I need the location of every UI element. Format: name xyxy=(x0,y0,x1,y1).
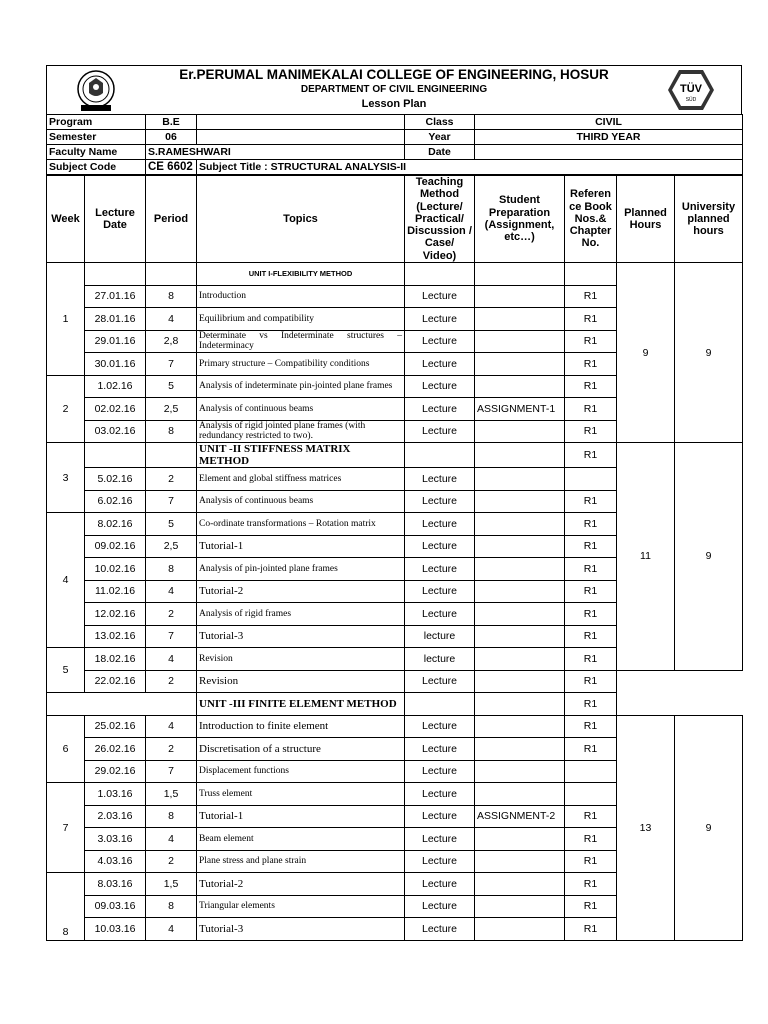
topic: Analysis of pin-jointed plane frames xyxy=(197,558,405,581)
teaching-method: Lecture xyxy=(405,535,475,558)
week-cell: 4 xyxy=(47,513,85,648)
student-prep xyxy=(475,558,565,581)
subject-row xyxy=(47,160,743,175)
student-prep xyxy=(475,330,565,353)
week-cell: 3 xyxy=(47,443,85,513)
lecture-date: 1.02.16 xyxy=(85,375,146,398)
topic: Tutorial-1 xyxy=(197,805,405,828)
year-value: THIRD YEAR xyxy=(475,130,743,145)
student-prep: ASSIGNMENT-2 xyxy=(475,805,565,828)
student-prep xyxy=(475,850,565,873)
student-prep xyxy=(475,873,565,896)
period: 7 xyxy=(146,760,197,783)
lecture-date: 02.02.16 xyxy=(85,398,146,421)
date-label: Date xyxy=(405,145,475,160)
student-prep xyxy=(475,918,565,941)
reference: R1 xyxy=(565,535,617,558)
document-header xyxy=(46,65,742,114)
student-prep xyxy=(475,895,565,918)
lecture-date: 3.03.16 xyxy=(85,828,146,851)
program-value: B.E xyxy=(146,115,197,130)
col-lecture-date: Lecture Date xyxy=(85,176,146,263)
reference: R1 xyxy=(565,828,617,851)
topic: Analysis of rigid jointed plane frames (with redundancy restricted to two). xyxy=(197,420,405,443)
period: 8 xyxy=(146,558,197,581)
teaching-method: Lecture xyxy=(405,805,475,828)
lecture-date: 03.02.16 xyxy=(85,420,146,443)
svg-text:TÜV: TÜV xyxy=(680,83,702,95)
reference: R1 xyxy=(565,648,617,671)
teaching-method: Lecture xyxy=(405,513,475,536)
reference: R1 xyxy=(565,738,617,761)
lecture-date: 09.02.16 xyxy=(85,535,146,558)
teaching-method: Lecture xyxy=(405,873,475,896)
student-prep xyxy=(475,783,565,806)
reference xyxy=(565,468,617,491)
teaching-method: Lecture xyxy=(405,895,475,918)
planned-hours: 13 xyxy=(617,715,675,940)
reference: R1 xyxy=(565,850,617,873)
student-prep xyxy=(475,625,565,648)
lecture-date: 10.02.16 xyxy=(85,558,146,581)
topic: Truss element xyxy=(197,783,405,806)
student-prep xyxy=(475,648,565,671)
document-title: Lesson Plan xyxy=(361,98,427,110)
reference xyxy=(565,760,617,783)
lecture-date: 1.03.16 xyxy=(85,783,146,806)
week-cell: 6 xyxy=(47,715,85,783)
reference: R1 xyxy=(565,805,617,828)
program-row xyxy=(47,115,743,130)
period: 8 xyxy=(146,895,197,918)
col-reference: Referen ce Book Nos.& Chapter No. xyxy=(565,176,617,263)
reference: R1 xyxy=(565,285,617,308)
teaching-method: Lecture xyxy=(405,420,475,443)
teaching-method: lecture xyxy=(405,648,475,671)
student-prep xyxy=(475,285,565,308)
period: 2,5 xyxy=(146,398,197,421)
teaching-method: Lecture xyxy=(405,330,475,353)
lecture-date: 4.03.16 xyxy=(85,850,146,873)
lecture-date: 12.02.16 xyxy=(85,603,146,626)
class-label: Class xyxy=(405,115,475,130)
reference: R1 xyxy=(565,375,617,398)
reference: R1 xyxy=(565,443,617,468)
teaching-method: Lecture xyxy=(405,308,475,331)
teaching-method: lecture xyxy=(405,625,475,648)
col-topics: Topics xyxy=(197,176,405,263)
university-hours: 9 xyxy=(675,443,743,671)
topic: Discretisation of a structure xyxy=(197,738,405,761)
reference: R1 xyxy=(565,895,617,918)
teaching-method: Lecture xyxy=(405,670,475,693)
unit-row xyxy=(47,443,743,468)
lecture-date: 29.02.16 xyxy=(85,760,146,783)
teaching-method: Lecture xyxy=(405,580,475,603)
student-prep xyxy=(475,353,565,376)
topic: Primary structure – Compatibility conditions xyxy=(197,353,405,376)
period: 2 xyxy=(146,603,197,626)
lecture-date: 5.02.16 xyxy=(85,468,146,491)
reference xyxy=(565,783,617,806)
period: 4 xyxy=(146,648,197,671)
col-week: Week xyxy=(47,176,85,263)
lecture-date: 6.02.16 xyxy=(85,490,146,513)
teaching-method: Lecture xyxy=(405,738,475,761)
teaching-method: Lecture xyxy=(405,783,475,806)
period: 1,5 xyxy=(146,783,197,806)
teaching-method: Lecture xyxy=(405,375,475,398)
lecture-date: 30.01.16 xyxy=(85,353,146,376)
unit-row xyxy=(47,263,743,286)
period: 4 xyxy=(146,918,197,941)
semester-row xyxy=(47,130,743,145)
lecture-date: 26.02.16 xyxy=(85,738,146,761)
teaching-method: Lecture xyxy=(405,468,475,491)
period: 5 xyxy=(146,513,197,536)
teaching-method: Lecture xyxy=(405,828,475,851)
teaching-method: Lecture xyxy=(405,850,475,873)
reference: R1 xyxy=(565,398,617,421)
teaching-method: Lecture xyxy=(405,398,475,421)
student-prep xyxy=(475,375,565,398)
student-prep xyxy=(475,603,565,626)
topic: Beam element xyxy=(197,828,405,851)
semester-value: 06 xyxy=(146,130,197,145)
student-prep: ASSIGNMENT-1 xyxy=(475,398,565,421)
unit-row xyxy=(47,693,743,716)
reference: R1 xyxy=(565,420,617,443)
teaching-method: Lecture xyxy=(405,285,475,308)
topic: Analysis of continuous beams xyxy=(197,490,405,513)
unit-title: UNIT I-FLEXIBILITY METHOD xyxy=(197,263,405,286)
topic: Analysis of indeterminate pin-jointed plane frames xyxy=(197,375,405,398)
reference: R1 xyxy=(565,490,617,513)
faculty-value: S.RAMESHWARI xyxy=(146,145,405,160)
faculty-row xyxy=(47,145,743,160)
period: 8 xyxy=(146,420,197,443)
table-row xyxy=(47,715,743,738)
student-prep xyxy=(475,308,565,331)
col-teaching-method: Teaching Method (Lecture/ Practical/ Discussion / Case/ Video) xyxy=(405,176,475,263)
topic: Tutorial-2 xyxy=(197,580,405,603)
topic: Triangular elements xyxy=(197,895,405,918)
lecture-date: 10.03.16 xyxy=(85,918,146,941)
topic: Introduction xyxy=(197,285,405,308)
week-cell: 8 xyxy=(47,873,85,941)
period: 8 xyxy=(146,805,197,828)
reference: R1 xyxy=(565,558,617,581)
planned-hours: 9 xyxy=(617,263,675,443)
teaching-method: Lecture xyxy=(405,603,475,626)
lecture-date: 8.02.16 xyxy=(85,513,146,536)
subject-title: Subject Title : STRUCTURAL ANALYSIS-II xyxy=(197,160,743,175)
student-prep xyxy=(475,535,565,558)
college-name: Er.PERUMAL MANIMEKALAI COLLEGE OF ENGINEERING, HOSUR xyxy=(179,67,609,82)
lecture-date: 11.02.16 xyxy=(85,580,146,603)
topic: Analysis of rigid frames xyxy=(197,603,405,626)
col-university-hours: University planned hours xyxy=(675,176,743,263)
subject-code-value: CE 6602 xyxy=(146,160,197,175)
lesson-schedule-table xyxy=(46,175,743,941)
lecture-date: 22.02.16 xyxy=(85,670,146,693)
period: 5 xyxy=(146,375,197,398)
lecture-date: 18.02.16 xyxy=(85,648,146,671)
period: 2,5 xyxy=(146,535,197,558)
course-info-table xyxy=(46,114,743,175)
student-prep xyxy=(475,760,565,783)
year-label: Year xyxy=(405,130,475,145)
reference: R1 xyxy=(565,693,617,716)
student-prep xyxy=(475,738,565,761)
week-cell: 7 xyxy=(47,783,85,873)
lecture-date: 09.03.16 xyxy=(85,895,146,918)
reference: R1 xyxy=(565,715,617,738)
student-prep xyxy=(475,513,565,536)
topic: Element and global stiffness matrices xyxy=(197,468,405,491)
student-prep xyxy=(475,468,565,491)
topic: Equilibrium and compatibility xyxy=(197,308,405,331)
university-hours: 9 xyxy=(675,715,743,940)
lecture-date: 8.03.16 xyxy=(85,873,146,896)
lesson-plan-sheet xyxy=(46,65,742,941)
lecture-date: 2.03.16 xyxy=(85,805,146,828)
topic: Revision xyxy=(197,648,405,671)
period: 2 xyxy=(146,670,197,693)
semester-label: Semester xyxy=(47,130,146,145)
teaching-method: Lecture xyxy=(405,715,475,738)
topic: Co-ordinate transformations – Rotation matrix xyxy=(197,513,405,536)
reference: R1 xyxy=(565,513,617,536)
reference: R1 xyxy=(565,353,617,376)
topic: Introduction to finite element xyxy=(197,715,405,738)
program-label: Program xyxy=(47,115,146,130)
unit-title: UNIT -III FINITE ELEMENT METHOD xyxy=(197,693,405,716)
student-prep xyxy=(475,490,565,513)
column-header-row xyxy=(47,176,743,263)
topic: Tutorial-3 xyxy=(197,918,405,941)
student-prep xyxy=(475,828,565,851)
department-name: DEPARTMENT OF CIVIL ENGINEERING xyxy=(300,84,488,95)
col-period: Period xyxy=(146,176,197,263)
period: 4 xyxy=(146,715,197,738)
period: 2 xyxy=(146,468,197,491)
tuv-certification-logo xyxy=(667,68,715,112)
week-cell: 2 xyxy=(47,375,85,443)
reference: R1 xyxy=(565,330,617,353)
teaching-method: Lecture xyxy=(405,353,475,376)
col-planned-hours: Planned Hours xyxy=(617,176,675,263)
period: 1,5 xyxy=(146,873,197,896)
teaching-method: Lecture xyxy=(405,918,475,941)
lecture-date: 27.01.16 xyxy=(85,285,146,308)
topic: Tutorial-1 xyxy=(197,535,405,558)
reference: R1 xyxy=(565,670,617,693)
period: 7 xyxy=(146,625,197,648)
faculty-label: Faculty Name xyxy=(47,145,146,160)
topic: Tutorial-2 xyxy=(197,873,405,896)
table-row xyxy=(47,670,743,693)
period: 7 xyxy=(146,353,197,376)
period: 2 xyxy=(146,850,197,873)
reference: R1 xyxy=(565,625,617,648)
reference: R1 xyxy=(565,580,617,603)
class-value: CIVIL xyxy=(475,115,743,130)
period: 7 xyxy=(146,490,197,513)
topic: Analysis of continuous beams xyxy=(197,398,405,421)
reference: R1 xyxy=(565,918,617,941)
period: 4 xyxy=(146,580,197,603)
subject-code-label: Subject Code xyxy=(47,160,146,175)
week-cell: 5 xyxy=(47,648,85,693)
topic: Displacement functions xyxy=(197,760,405,783)
period: 4 xyxy=(146,828,197,851)
student-prep xyxy=(475,715,565,738)
topic: Determinate vs Indeterminate structures – Indeterminacy xyxy=(197,330,405,353)
svg-text:SÜD: SÜD xyxy=(685,97,697,103)
lecture-date: 28.01.16 xyxy=(85,308,146,331)
week-cell: 1 xyxy=(47,263,85,376)
period: 2 xyxy=(146,738,197,761)
col-student-preparation: Student Preparation (Assignment, etc…) xyxy=(475,176,565,263)
topic: Tutorial-3 xyxy=(197,625,405,648)
reference: R1 xyxy=(565,873,617,896)
student-prep xyxy=(475,580,565,603)
reference: R1 xyxy=(565,308,617,331)
period: 4 xyxy=(146,308,197,331)
teaching-method: Lecture xyxy=(405,760,475,783)
period: 2,8 xyxy=(146,330,197,353)
university-hours: 9 xyxy=(675,263,743,443)
period: 8 xyxy=(146,285,197,308)
lecture-date: 25.02.16 xyxy=(85,715,146,738)
reference: R1 xyxy=(565,603,617,626)
unit-title: UNIT -II STIFFNESS MATRIX METHOD xyxy=(197,443,405,468)
teaching-method: Lecture xyxy=(405,558,475,581)
topic: Revision xyxy=(197,670,405,693)
lecture-date: 29.01.16 xyxy=(85,330,146,353)
planned-hours: 11 xyxy=(617,443,675,671)
teaching-method: Lecture xyxy=(405,490,475,513)
student-prep xyxy=(475,420,565,443)
topic: Plane stress and plane strain xyxy=(197,850,405,873)
lecture-date: 13.02.16 xyxy=(85,625,146,648)
student-prep xyxy=(475,670,565,693)
